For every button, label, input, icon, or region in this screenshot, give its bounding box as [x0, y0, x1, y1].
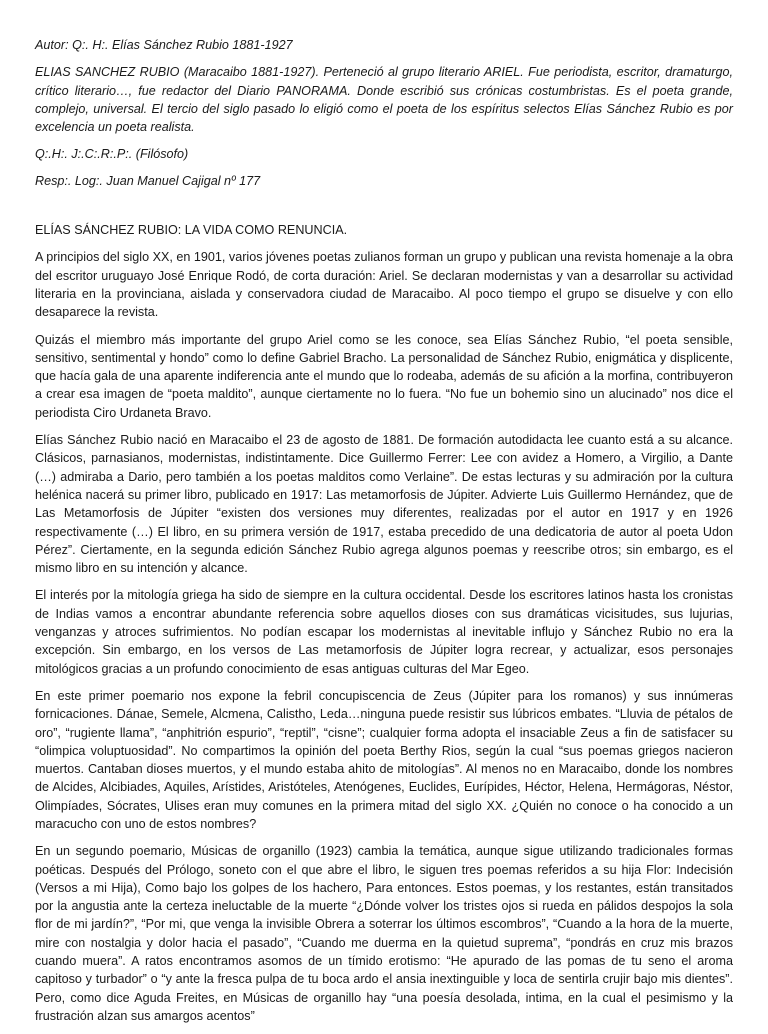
paragraph: En este primer poemario nos expone la febril concupiscencia de Zeus (Júpiter para los romanos) y sus innúmeras fornicaciones. Dánae, Semele, Alcmena, Calistho, Leda…ninguna puede resistir sus lúbricos embates. “Lluvia de pétalos de oro”, “rugiente llama”, “anphitrión espurio”, “reptil”, “cisne”; cualquier forma adopta el insaciable Zeus a fin de satisfacer su “olimpica voluptuosidad”. No compartimos la opinión del poeta Berthy Rios, según la cual “sus poemas griegos nacieron muertos. Cantaban dioses muertos, y el mundo estaba ahito de mitologías”. Al menos no en Maracaibo, donde los nombres de Alcides, Alcibiades, Aquiles, Arístides, Aristóteles, Atenógenes, Euclides, Eurípides, Héctor, Helena, Hermágoras, Néstor, Olimpíades, Sócrates, Ulises eran muy comunes en la primera mitad del siglo XX. ¿Quién no conoce o ha conocido a un maracucho con uno de estos nombres?	[35, 688, 733, 831]
article-title: ELÍAS SÁNCHEZ RUBIO: LA VIDA COMO RENUNCIA.	[35, 223, 348, 238]
header-block	[35, 36, 733, 190]
author-line: Autor: Q:. H:. Elías Sánchez Rubio 1881-1927	[35, 38, 293, 52]
article-body	[35, 248, 733, 1025]
paragraph: Elías Sánchez Rubio nació en Maracaibo el 23 de agosto de 1881. De formación autodidacta lee cuanto está a su alcance. Clásicos, parnasianos, modernistas, indistintamente. Dice Guillermo Ferrer: Lee con avidez a Homero, a Virgilio, a Dante (…) admiraba a Dario, pero también a los poetas malditos como Verlaine”. De estas lecturas y su admiración por la cultura helénica nacerá su primer libro, publicado en 1917: Las metamorfosis de Júpiter. Advierte Luis Guillermo Hernández, que de Las Metamorfosis de Júpiter “existen dos versiones muy diferentes, realizadas por el autor en 1917 y en 1926 respectivamente (…) El libro, en su primera versión de 1917, estaba precedido de una dedicatoria de autor al poeta Udon Pérez”. Ciertamente, en la segunda edición Sánchez Rubio agrega algunos poemas y reescribe otros; sin embargo, es el mismo libro en su intención y alcance.	[35, 433, 733, 576]
paragraph: El interés por la mitología griega ha sido de siempre en la cultura occidental. Desde los escritores latinos hasta los cronistas de Indias vamos a encontrar abundante referencia sobre aquellos dioses con sus dramáticas vicisitudes, sus lujurias, venganzas y atroces sufrimientos. No podían escapar los modernistas al inevitable influjo y Sánchez Rubio no era la excepción. Sin embargo, en los versos de Las metamorfosis de Júpiter logra recrear, y actualizar, esos personajes mitológicos gracias a un profundo conocimiento de esas antiguas culturas del Mar Egeo.	[35, 588, 733, 676]
author-bio: ELIAS SANCHEZ RUBIO (Maracaibo 1881-1927). Perteneció al grupo literario ARIEL. Fue periodista, escritor, dramaturgo, crítico literario…, fue redactor del Diario PANORAMA. Donde escribió sus crónicas costumbristas. Es el poeta grande, complejo, universal. El tercio del siglo pasado lo eligió como el poeta de los espíritus selectos Elías Sánchez Rubio es por excelencia un poeta realista.	[35, 65, 733, 135]
qh-line: Q:.H:. J:.C:.R:.P:. (Filósofo)	[35, 147, 189, 162]
document-page	[35, 36, 733, 1034]
paragraph: A principios del siglo XX, en 1901, varios jóvenes poetas zulianos forman un grupo y publican una revista homenaje a la obra del escritor uruguayo José Enrique Rodó, de corta duración: Ariel. Se declaran modernistas y van a desarrollar su actividad literaria en la provinciana, aislada y conservadora ciudad de Maracaibo. Al poco tiempo el grupo se disuelve y con ello desaparece la revista.	[35, 250, 733, 320]
resp-line: Resp:. Log:. Juan Manuel Cajigal nº 177	[35, 173, 261, 188]
paragraph: Quizás el miembro más importante del grupo Ariel como se les conoce, sea Elías Sánchez Rubio, “el poeta sensible, sensitivo, sentimental y hondo” como lo define Gabriel Bracho. La personalidad de Sánchez Rubio, enigmática y displicente, que hacía gala de una aparente indiferencia ante el mundo que lo rodeaba, además de su afición a la morfina, contribuyeron a crear esa imagen de “poeta maldito”, aunque ciertamente no lo fuera. “No fue un bohemio sino un alucinado” nos dice el periodista Ciro Urdaneta Bravo.	[35, 332, 733, 420]
paragraph: En un segundo poemario, Músicas de organillo (1923) cambia la temática, aunque sigue utilizando tradicionales formas poéticas. Después del Prólogo, soneto con el que abre el libro, le siguen tres poemas referidos a su hija Flor: Indecisión (Versos a mi Hija), Como bajo los golpes de los hachero, Para entonces. Estos poemas, y los restantes, están transitados por la angustia ante la certeza ineluctable de la muerte “¿Dónde volver los tristes ojos si rueda en pálidos despojos la sola flor de mi jardín?”, “Por mi, que venga la invisible Obrera a soterrar los últimos escombros”, “Cuando a la hora de la muerte, mire con nostalgia y dolor hacia el pasado”, “Cuando me duerma en la quietud suprema”, “pondrás en cruz mis brazos cuando muera”. A ratos encontramos asomos de un tímido erotismo: “He apurado de las pomas de tu seno el aroma capitoso y turbador” o “y ante la fresca pulpa de tu boca ardo el ansia inextinguible y loca de sentirla crujir bajo mis dientes”. Pero, como dice Aguda Freites, en Músicas de organillo hay “una poesía desolada, intima, en la cual el pesimismo y la frustración alzan sus amargos acentos”	[35, 844, 733, 1023]
